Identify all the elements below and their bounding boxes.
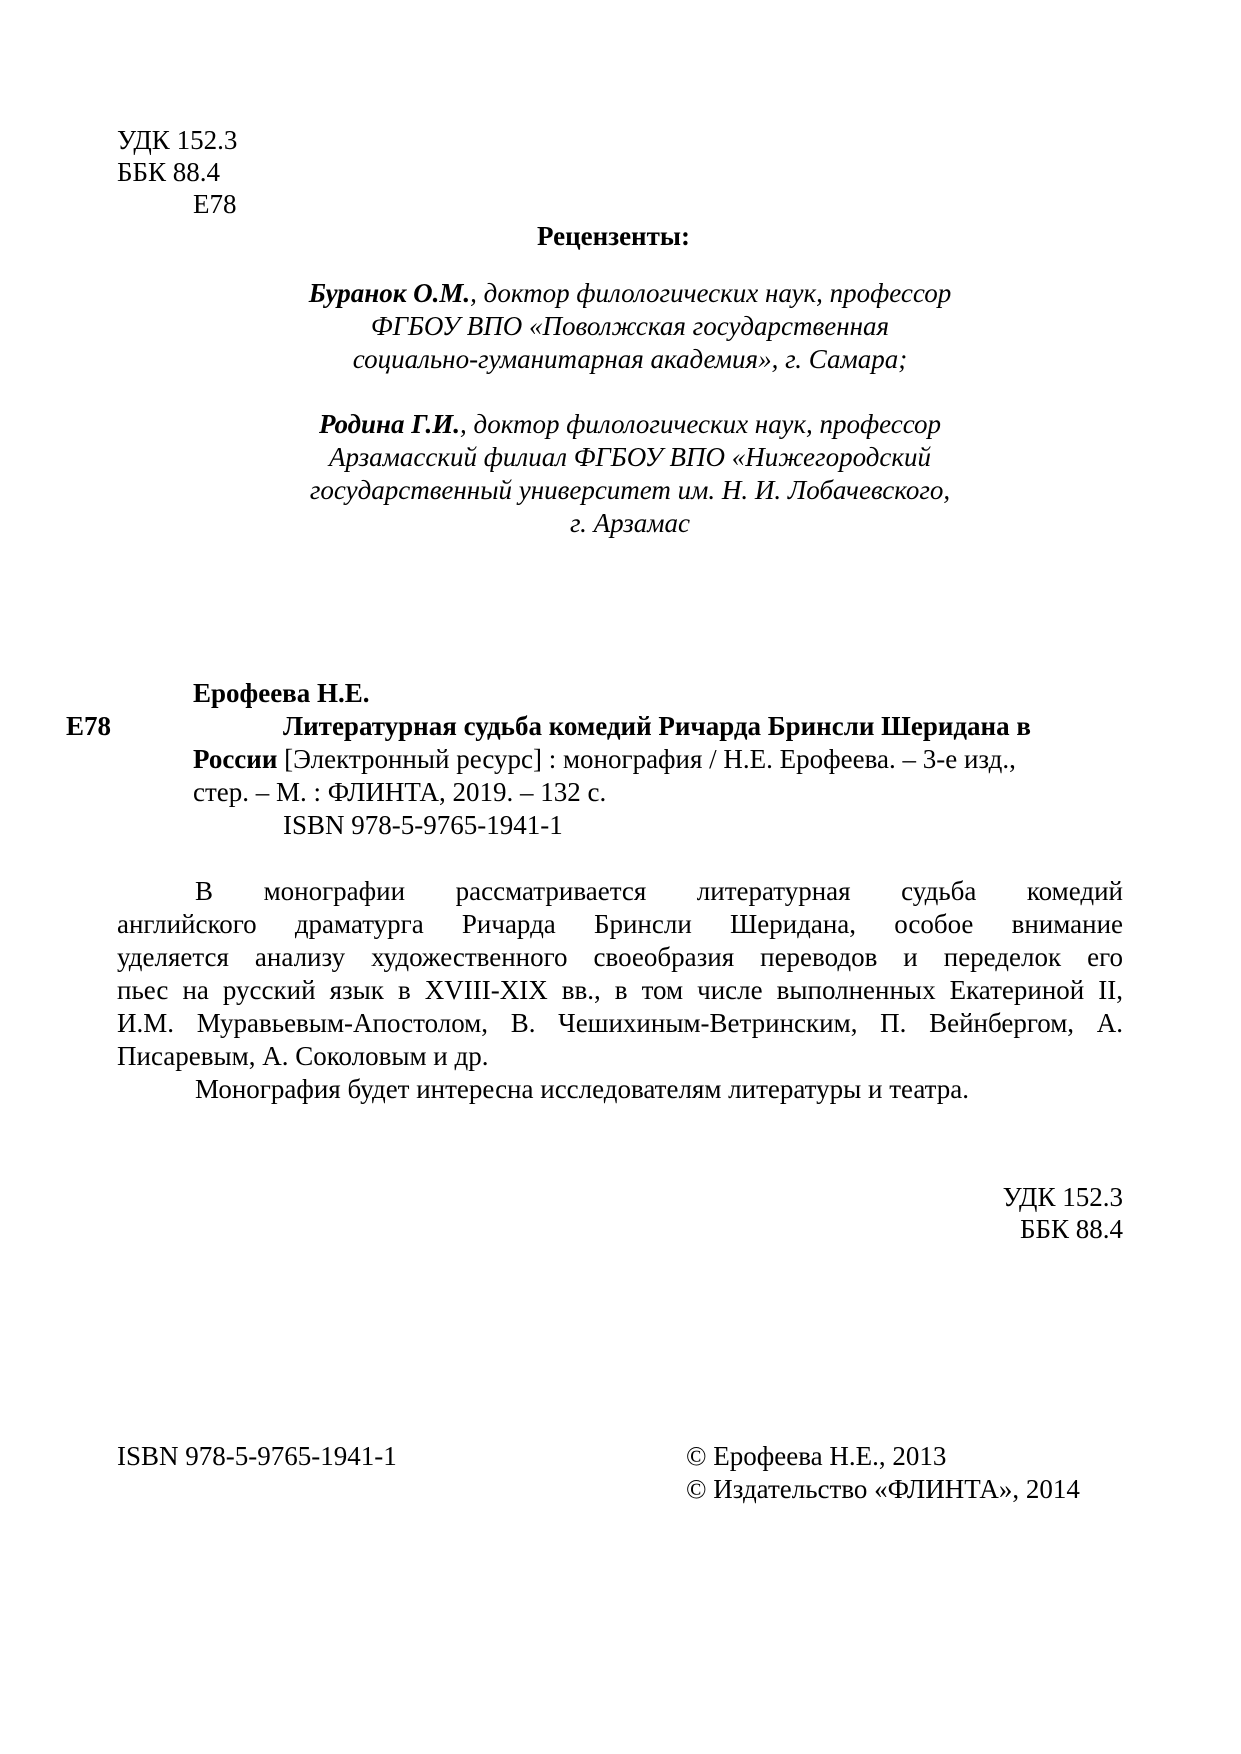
- footer-udk-code: УДК 152.3: [1002, 1182, 1123, 1212]
- reviewer-1: [240, 277, 1020, 376]
- bib-title-bold: России: [193, 744, 278, 774]
- reviewer-1-line-1: [240, 277, 1020, 310]
- reviewer-2-line-1: [240, 408, 1020, 441]
- bib-isbn: ISBN 978-5-9765-1941-1: [283, 810, 563, 840]
- reviewer-2-line-4: г. Арзамас: [569, 508, 691, 538]
- annotation-second-paragraph: Монография будет интересна исследователям литературы и театра.: [195, 1074, 969, 1104]
- reviewer-2-name: Родина Г.И.: [318, 409, 461, 439]
- reviewer-2-degree: , доктор филологических наук, профессор: [460, 409, 942, 439]
- annotation-line: В монографии рассматривается литературная судьба комедий: [195, 876, 1123, 906]
- author-sign: Е78: [193, 189, 237, 219]
- reviewer-1-line-3: социально-гуманитарная академия», г. Самара;: [352, 344, 908, 374]
- bib-author: Ерофеева Н.Е.: [193, 678, 370, 708]
- bib-title-line-1: Литературная судьба комедий Ричарда Бринсли Шеридана в: [283, 711, 1031, 741]
- reviewer-2-line-2: Арзамасский филиал ФГБОУ ВПО «Нижегородский: [329, 442, 931, 472]
- annotation-line: Писаревым, А. Соколовым и др.: [117, 1041, 489, 1071]
- annotation-line: И.М. Муравьевым-Апостолом, В. Чешихиным-Ветринским, П. Вейнбергом, А.: [117, 1008, 1123, 1038]
- reviewers-title: Рецензенты:: [537, 221, 690, 251]
- footer-bbk-code: ББК 88.4: [1019, 1214, 1123, 1244]
- reviewer-2-line-3: государственный университет им. Н. И. Лобачевского,: [309, 475, 951, 505]
- bib-sign: Е78: [66, 711, 112, 741]
- udk-code: УДК 152.3: [117, 125, 238, 155]
- annotation-line: пьес на русский язык в XVIII-XIX вв., в том числе выполненных Екатериной II,: [117, 975, 1123, 1005]
- bbk-code: ББК 88.4: [117, 157, 221, 187]
- copyright-publisher: © Издательство «ФЛИНТА», 2014: [686, 1474, 1080, 1504]
- reviewer-1-name: Буранок О.М.: [308, 278, 471, 308]
- annotation-line: английского драматурга Ричарда Бринсли Шеридана, особое внимание: [117, 909, 1123, 939]
- bib-title-line-2: [193, 743, 1016, 776]
- bib-title-rest: [Электронный ресурс] : монография / Н.Е. Ерофеева. – 3-е изд.,: [277, 744, 1016, 774]
- reviewer-1-degree: , доктор филологических наук, профессор: [470, 278, 952, 308]
- imprint-isbn: ISBN 978-5-9765-1941-1: [117, 1441, 397, 1471]
- reviewer-1-line-2: ФГБОУ ВПО «Поволжская государственная: [370, 311, 890, 341]
- reviewer-2: [240, 408, 1020, 540]
- annotation: [117, 875, 1123, 1106]
- bib-imprint-line: стер. – М. : ФЛИНТА, 2019. – 132 с.: [193, 777, 607, 807]
- annotation-line: уделяется анализу художественного своеобразия переводов и переделок его: [117, 942, 1123, 972]
- copyright-author: © Ерофеева Н.Е., 2013: [686, 1441, 947, 1471]
